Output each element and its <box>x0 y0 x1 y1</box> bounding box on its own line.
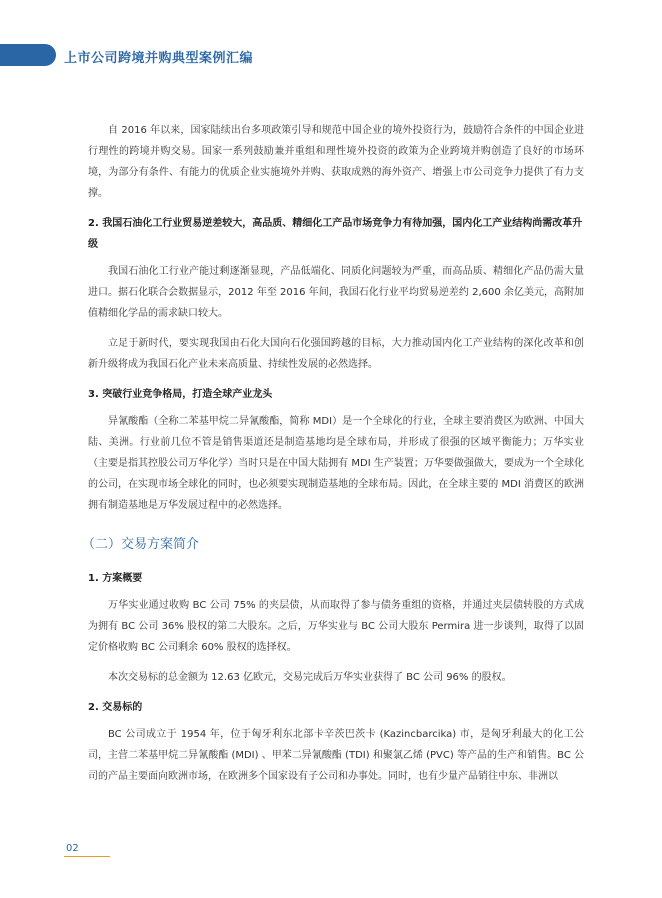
heading-trade-deficit: 2. 我国石油化工行业贸易逆差较大，高品质、精细化工产品市场竞争力有待加强，国内化工产业结构尚需改革升级 <box>88 218 583 250</box>
page-number: 02 <box>66 843 79 854</box>
heading-global-leader: 3. 突破行业竞争格局，打造全球产业龙头 <box>88 389 273 400</box>
section-heading-transaction: （二）交易方案简介 <box>82 537 200 552</box>
paragraph-new-era: 立足于新时代，要实现我国由石化大国向石化强国跨越的目标，大力推动国内化工产业结构的深化改革和创新升级将成为我国石化产业未来高质量、持续性发展的必然选择。 <box>88 338 584 370</box>
paragraph-bc-company: BC 公司成立于 1954 年，位于匈牙利东北部卡辛茨巴茨卡 (Kazincbarcika) 市，是匈牙利最大的化工公司，主营二苯基甲烷二异氰酸酯 (MDI) 、甲苯二异氰酸酯 (TDI) 和聚氯乙烯 (PVC) 等产品的生产和销售。BC 公司的产品主要面向欧洲市场，在欧洲多个国家设有子公司和办事处。同时，也有少量产品销往中东、非洲以 <box>88 729 584 782</box>
heading-target: 2. 交易标的 <box>88 702 143 713</box>
header-title: 上市公司跨境并购典型案例汇编 <box>64 51 254 66</box>
header-accent-bar <box>0 44 56 66</box>
paragraph-overcapacity: 我国石油化工行业产能过剩逐渐显现，产品低端化、同质化问题较为严重，而高品质、精细化产品仍需大量进口。据石化联合会数据显示，2012 年至 2016 年间，我国石化行业平均贸易逆差约 2,600 余亿美元，高附加值精细化学品的需求缺口较大。 <box>88 266 584 319</box>
paragraph-amount: 本次交易标的总金额为 12.63 亿欧元，交易完成后万华实业获得了 BC 公司 96% 的股权。 <box>108 672 512 683</box>
paragraph-mdi: 异氰酸酯（全称二苯基甲烷二异氰酸酯，简称 MDI）是一个全球化的行业，全球主要消费区为欧洲、中国大陆、美洲。行业前几位不管是销售渠道还是制造基地均是全球布局，并形成了很强的区域平衡能力；万华实业（主要是指其控股公司万华化学）当时只是在中国大陆拥有 MDI 生产装置；万华要做强做大，要成为一个全球化的公司，在实现市场全球化的同时，也必须要实现制造基地的全球布局。因此，在全球主要的 MDI 消费区的欧洲拥有制造基地是万华发展过程中的必然选择。 <box>88 416 584 511</box>
document-body <box>82 120 584 796</box>
page-number-underline <box>64 856 110 857</box>
heading-plan-overview: 1. 方案概要 <box>88 573 143 584</box>
paragraph-plan: 万华实业通过收购 BC 公司 75% 的夹层债，从而取得了参与债务重组的资格，并通过夹层债转股的方式成为拥有 BC 公司 36% 股权的第二大股东。之后，万华实业与 BC 公司大股东 Permira 进一步谈判，取得了以固定价格收购 BC 公司剩余 60% 股权的选择权。 <box>88 600 584 653</box>
paragraph-policy: 自 2016 年以来，国家陆续出台多项政策引导和规范中国企业的境外投资行为，鼓励符合条件的中国企业进行理性的跨境并购交易。国家一系列鼓励兼并重组和理性境外投资的政策为企业跨境并购创造了良好的市场环境，为部分有条件、有能力的优质企业实施境外并购、获取成熟的海外资产、增强上市公司竞争力提供了有力支撑。 <box>88 125 584 199</box>
